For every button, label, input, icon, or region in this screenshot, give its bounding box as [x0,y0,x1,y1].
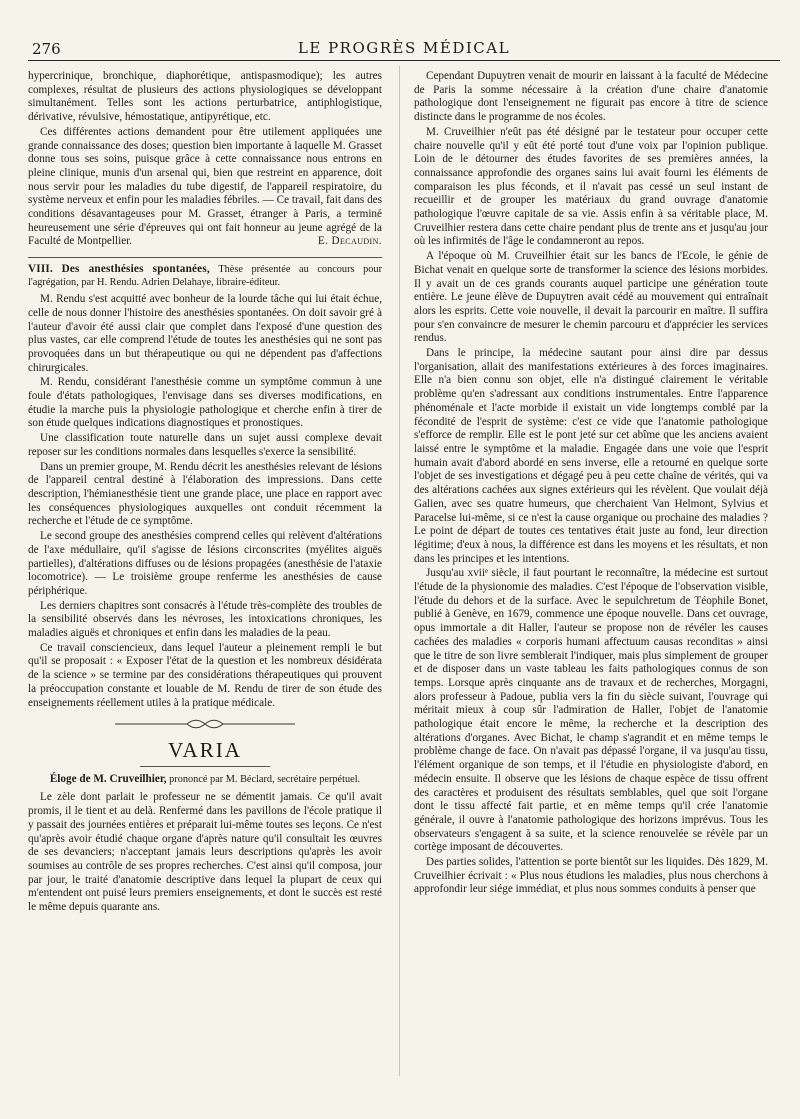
title-rule [140,766,270,767]
article-title: Éloge de M. Cruveilhier, [49,772,167,785]
paragraph: Des parties solides, l'attention se porte bientôt sur les liquides. Dès 1829, M. Cruveilhier écrivait : « Plus nous étudions les maladies, plus nous cherchons à approfondir leur siége immédiat, et plus nous sommes conduits à penser que [414,856,768,896]
article-heading [28,773,382,787]
article-byline: prononcé par M. Béclard, secrétaire perpétuel. [169,773,361,785]
signature: E. Decaudin. [317,235,382,248]
column-divider [399,66,400,1076]
paragraph: Ce travail consciencieux, dans lequel l'auteur a pleinement rempli le but qu'il se proposait : « Exposer l'état de la question et les nombreux désidérata de la science » se termine par des considérations thérapeutiques qui prouvent la préoccupation constante et louable de M. Rendu de tirer de son étude des enseignements réellement utiles à la pratique médicale. [28,641,382,709]
page-number: 276 [32,40,61,58]
review-heading [28,257,382,289]
paragraph: Le zèle dont parlait le professeur ne se démentit jamais. Ce qu'il avait promis, il le tient et au delà. Renfermé dans les pavillons de l'école pratique il y passait des journées entières et préparait lui-même toutes ses leçons. Ce n'est qu'après avoir étudié chaque organe d'après nature qu'il consultait les œuvres de ses devanciers; n'acceptant jamais leurs descriptions qu'après les avoir soumises au contrôle de ses propres recherches. C'est ainsi qu'il composa, jour par jour, le traité d'anatomie descriptive dans lequel la plupart de ceux qui m'entendent ont puisé leurs premiers enseignements, et dont le succès est resté le même depuis quarante ans. [28,791,382,914]
paragraph: Les derniers chapitres sont consacrés à l'étude très-complète des troubles de la sensibilité observés dans les névroses, les intoxications chroniques, les maladies aiguës et chroniques et enfin dans les maladies de la peau. [28,599,382,640]
paragraph: M. Rendu s'est acquitté avec bonheur de la lourde tâche qui lui était échue, celle de nous donner l'histoire des anesthésies spontanées. On doit savoir gré à l'auteur d'avoir été aussi clair que complet dans l'exposé d'une question des plus vastes, car elle comprend l'étude de toutes les anesthésies qui ne sont pas provoquées dans un but thérapeutique ou qui ne dépendent pas d'affections chirurgicales. [28,293,382,374]
running-title: LE PROGRÈS MÉDICAL [297,39,511,57]
paragraph: Dans le principe, la médecine sautant pour ainsi dire par dessus l'organisation, allait des manifestations extérieures à des forces imaginaires. Elle n'a bien connu son objet, elle n'a distingué clairement le véritable problème qu'en s'adressant aux conditions instrumentales. Entre l'apparence phénoménale et l'acte morbide il existait un vide longtemps comblé par la fécondité de l'esprit de système: c'est ce vide que l'anatomie pathologique s'efforce de remplir. Elle est le pont jeté sur cet abîme que les anciens avaient laissé entre le symptôme et la maladie. Engagée dans une voie que l'esprit humain avait d'abord abordé en sens inverse, elle a retourné en quelque sorte l'objet de ses investigations et dégagé peu à peu cette chaîne de vérités, qui va des altérations cachées aux signes extérieurs qui les révèlent. Que voulait déjà Galien, avec ses quatre humeurs, que cherchaient Van Helmont, Sylvius et Paracelse lui-même, si ce n'est la cause organique ou prochaine des maladies ? Le point de départ de toutes ces tentatives était juste au fond, leur direction légitime; d'eux à nous, la différence est dans les moyens et les résultats, et non dans les principes et les intentions. [414,347,768,565]
paragraph: hypercrinique, bronchique, diaphorétique, antispasmodique); les autres complexes, résultat de plusieurs des actions physiologiques se développant simultanément. Telles sont les actions perturbatrice, antiphlogistique, dérivative, révulsive, hémostatique, antipyrétique, etc. [28,70,382,124]
review-title: Des anesthésies spontanées, [61,263,210,276]
ornament-divider [28,719,382,734]
paragraph: Dans un premier groupe, M. Rendu décrit les anesthésies relevant de lésions de l'appareil central destiné à l'élaboration des impressions. Dans cette description, l'hémianesthésie tient une grande place, une place en rapport avec les conséquences physiologiques auxquelles ont conduit récemment la recherche et l'étude de ce symptôme. [28,460,382,528]
paragraph: M. Cruveilhier n'eût pas été désigné par le testateur pour occuper cette chaire nouvelle qu'il y eût été porté tout d'une voix par l'opinion publique. Loin de le détourner des études favorites de ses premières années, la connaissance approfondie des organes sains lui avait fourni les éléments de comparaison les plus féconds, et il n'avait pas cessé un seul instant de recueillir et de grouper les matériaux du grand ouvrage d'anatomie pathologique l'œuvre capitale de sa vie. Assis enfin à sa véritable place, M. Cruveilhier restera dans cette chaire pendant plus de trente ans et jusqu'au jour où les infirmités de l'âge le condamneront au repos. [414,125,768,248]
paragraph [28,126,382,249]
section-title: VARIA [168,737,242,762]
page-header [28,38,780,61]
paragraph-text: Ces différentes actions demandent pour être utilement appliquées une grande connaissance des doses; question bien importante à laquelle M. Grasset donne tous ses soins, puisque grâce à cette connaissance nous entrons en pleine clinique, munis d'un arsenal qui, bien que restreint en apparence, doit nous servir pour les maladies du tube digestif, de l'appareil respiratoire, du système nerveux et enfin pour les maladies fébriles. — Ce travail, fait dans des conditions désavantageuses pour M. Grasset, étranger à Paris, a terminé heureusement une série d'épreuves qui ont fait honneur au jeune agrégé de la Faculté de Montpellier. [28,125,382,248]
right-column [414,70,768,898]
left-column [28,70,382,916]
review-number: VIII. [28,263,53,276]
paragraph: Cependant Dupuytren venait de mourir en laissant à la faculté de Médecine de Paris la somme nécessaire à la création d'une chaire d'anatomie pathologique dont l'enseignement ne figurait pas encore à titre de science distincte dans le programme de nos écoles. [414,70,768,124]
paragraph: M. Rendu, considérant l'anesthésie comme un symptôme commun à une foule d'états pathologiques, l'envisage dans ses diverses modifications, en étudie la marche puis la physiologie pathologique et cherche enfin à tirer de son étude quelques indications diagnostiques et pronostiques. [28,376,382,430]
paragraph: Le second groupe des anesthésies comprend celles qui relèvent d'altérations de l'axe médullaire, qu'il s'agisse de lésions circonscrites (myélites aiguës partielles), d'altérations diffuses ou de lésions propagées (anesthésie de l'ataxie locomotrice). — Le troisième groupe renferme les anesthésies de cause périphérique. [28,530,382,597]
paragraph: Jusqu'au xviiᵉ siècle, il faut pourtant le reconnaître, la médecine est surtout l'étude de la physionomie des maladies. C'est l'époque de l'observation visible, l'étude du dehors et de la surface. Avec le sepulchretum de Téophile Bonet, publié à Genève, en 1679, commence une époque nouvelle. Dans cet ouvrage, opus immortale a dit Haller, l'auteur se propose non de révéler les causes cachées des maladies « corporis humani affectuum causas reconditas » ainsi que le titre de son livre semblerait l'indiquer, mais plus simplement de grouper et de disposer dans un vaste tableau les faits pathologiques connus de son temps. Lorsque après cinquante ans de travaux et de recherches, Morgagni, alors professeur à Padoue, publia vers la fin du siècle suivant, l'ouvrage qui méritait mieux à coup sûr l'admiration de Haller, l'objet de l'anatomie pathologique était encore le même, la recherche et la description des altérations d'organes. Avec Bichat, le champ s'agrandit et en même temps le problème change de face. On n'avait pas dépassé l'organe, il va jusqu'au tissu, l'élément organique de son temps, et il l'étudie en physiologiste d'abord, en médecin ensuite. Il observe que les lésions de chaque espèce de tissu offrent des caractères et produisent des résultats semblables, quel que soit l'organe dont le tissu affecté fait partie, et en même temps qu'il crée l'anatomie générale, il ouvre à l'anatomie pathologique des horizons imprévus. Tous les observateurs s'engagent à sa suite, et la science renouvelée se révèle par un cortège imposant de découvertes. [414,567,768,854]
paragraph: A l'époque où M. Cruveilhier était sur les bancs de l'Ecole, le génie de Bichat venait en quelque sorte de transformer la science des lésions morbides. Il y avait un de ces grands courants auquel participe une génération toute entière. Le jeune élève de Dupuytren avait cédé au mouvement qui entraînait alors les esprits. Cette voie nouvelle, il devait la parcourir en maître. Il suffira pour s'en convaincre de mesurer le chemin parcouru et d'apprécier les services rendus. [414,250,768,345]
paragraph: Une classification toute naturelle dans un sujet aussi complexe devait reposer sur les conditions normales dans lesquelles s'exerce la sensibilité. [28,432,382,458]
review-citation: Thèse présentée au concours pour l'agrégation, par H. Rendu. Adrien Delahaye, libraire-éditeur. [28,264,383,288]
ornament-icon [115,719,295,729]
